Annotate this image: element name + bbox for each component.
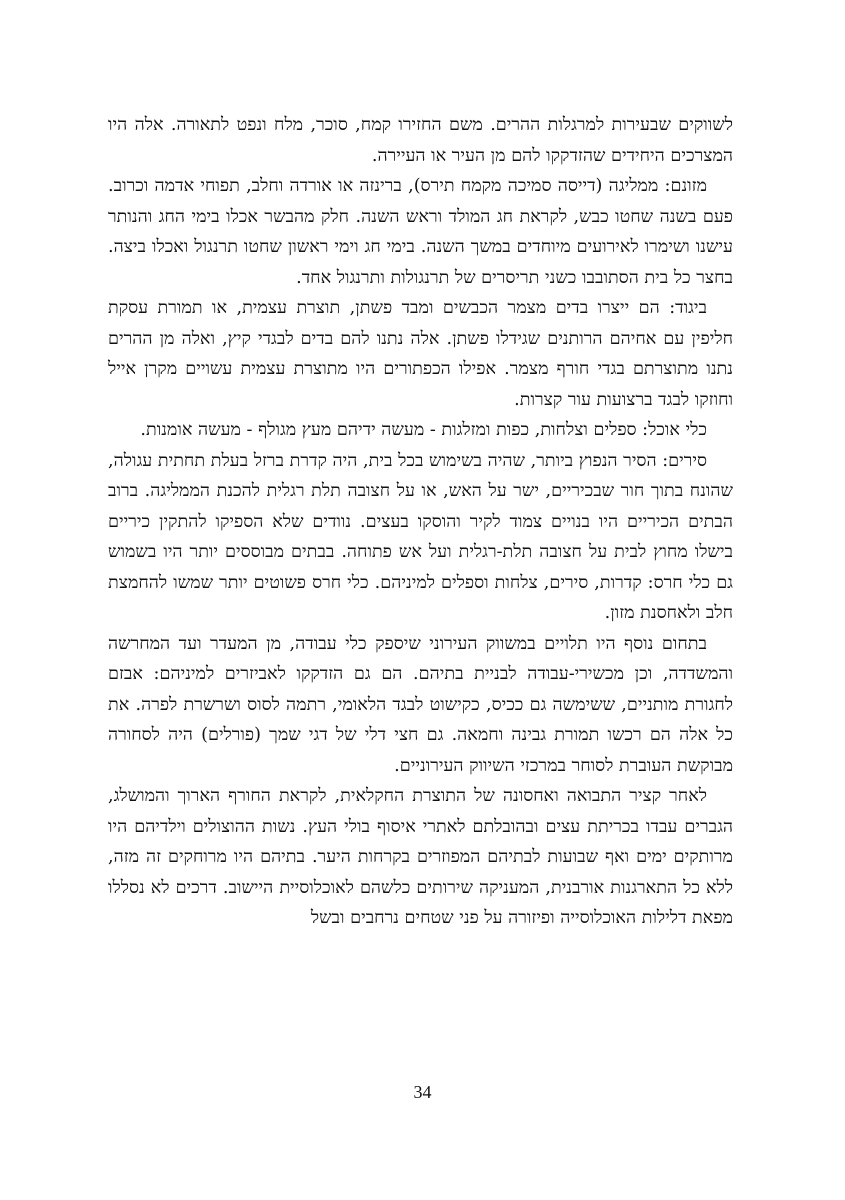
paragraph-tools: בתחום נוסף היו תלויים במשווק העירוני שיספק כלי עבודה, מן המעדר ועד המחרשה והמשדדה, וכן מכשירי-עבודה לבניית בתיהם. הם גם הזדקקו לאביזרים למיניהם: אבזם לחגורת מותניים, ששימשה גם ככיס, כקישוט לבגד הלאומי, רתמה לסוס ושרשרת לפרה. את כל אלה הם רכשו תמורת גבינה וחמאה. גם חצי דלי של דגי שמך (פורלים) היה לסחורה מבוקשת העוברת לסוחר במרכזי השיווק העירוניים. [108, 633, 733, 776]
paragraph-clothing: ביגוד: הם ייצרו בדים מצמר הכבשים ומבד פשתן, תוצרת עצמית, או תמורת עסקת חליפין עם אחיהם הרותנים שגידלו פשתן. אלה נתנו להם בדים לבגדי קיץ, ואלה מן ההרים נתנו מתוצרתם בגדי חורף מצמר. אפילו הכפתורים היו מתוצרת עצמית עשויים מקרן אייל וחוזקו לבגד ברצועות עור קצרות. [108, 298, 733, 410]
paragraph-food: מזונם: ממליגה (דייסה סמיכה מקמח תירס), ברינזה או אורדה וחלב, תפוחי אדמה וכרוב. פעם בשנה שחטו כבש, לקראת חג המולד וראש השנה. חלק מהבשר אכלו בימי החג והנותר עישנו ושימרו לאירועים מיוחדים במשך השנה. בימי חג וימי ראשון שחטו תרנגול ואכלו ביצה. בחצר כל בית הסתובבו כשני תריסרים של תרנגולות ותרנגול אחד. [108, 176, 733, 288]
paragraph-pots: סירים: הסיר הנפוץ ביותר, שהיה בשימוש בכל בית, היה קדרת ברזל בעלת תחתית עגולה, שהונח בתוך חור שבכיריים, ישר על האש, או על חצובה תלת רגלית להכנת הממליגה. ברוב הבתים הכיריים היו בנויים צמוד לקיר והוסקו בעצים. נוודים שלא הספיקו להתקין כיריים בישלו מחוץ לבית על חצובה תלת-רגלית ועל אש פתוחה. בבתים מבוססים יותר היו בשמוש גם כלי חרס: קדרות, סירים, צלחות וספלים למיניהם. כלי חרס פשוטים יותר שמשו להחמצת חלב ולאחסנת מזון. [108, 450, 733, 623]
paragraph-trade: לשווקים שבעירות למרגלות ההרים. משם החזירו קמח, סוכר, מלח ונפט לתאורה. אלה היו המצרכים היחידים שהזדקקו להם מן העיר או העיירה. [108, 115, 733, 166]
page-number: 34 [413, 1082, 432, 1102]
paragraph-utensils: כלי אוכל: ספלים וצלחות, כפות ומזלגות - מעשה ידיהם מעץ מגולף - מעשה אומנות. [140, 420, 707, 440]
paragraph-winter: לאחר קציר התבואה ואחסונה של התוצרת החקלאית, לקראת החורף הארוך והמושלג, הגברים עבדו בכריתת עצים ובהובלתם לאתרי איסוף בולי העץ. נשות ההוצולים וילדיהם היו מרותקים ימים ואף שבועות לבתיהם המפוזרים בקרחות היער. בתיהם היו מרוחקים זה מזה, ללא כל התארגנות אורבנית, המעניקה שירותים כלשהם לאוכלוסיית היישוב. דרכים לא נסללו מפאת דלילות האוכלוסייה ופיזורה על פני שטחים נרחבים ובשל [108, 786, 733, 928]
document-page [108, 110, 733, 1110]
